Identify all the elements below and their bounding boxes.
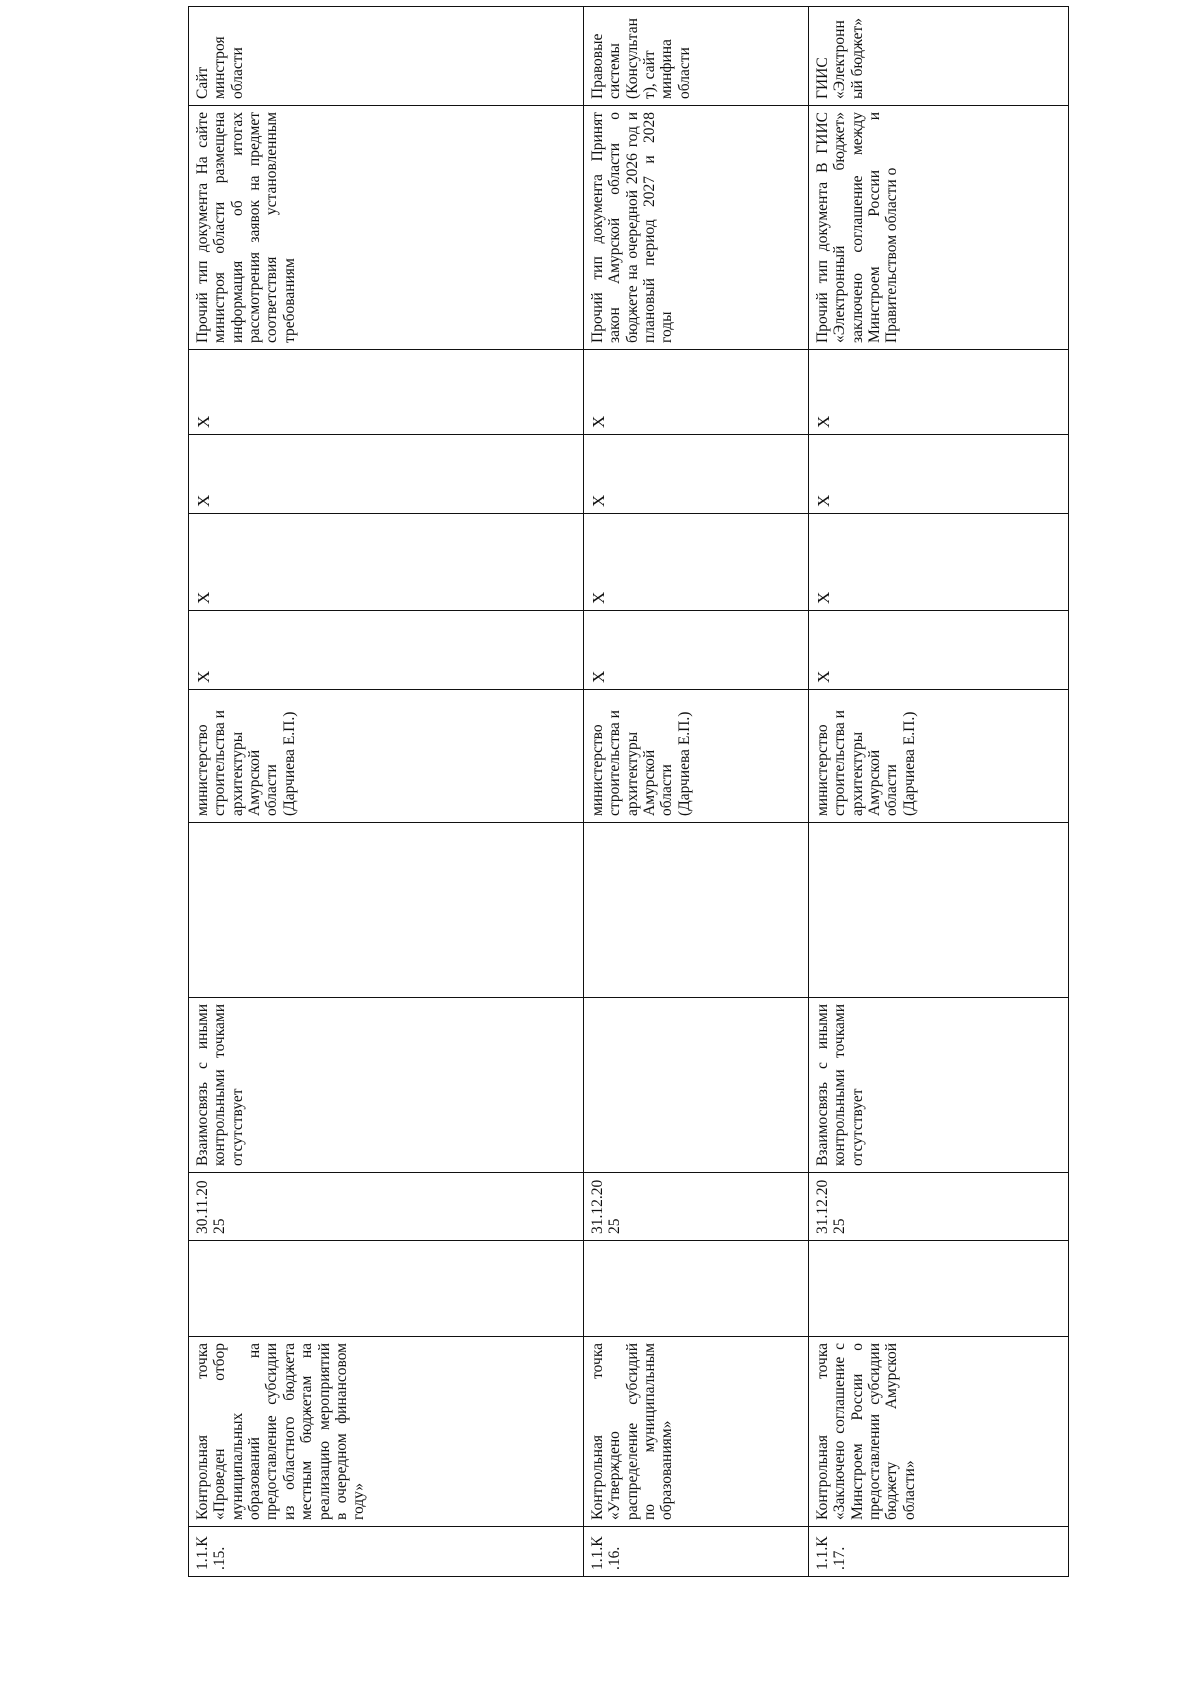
document-type-cell: Прочий тип документа В ГИИС «Электронный бюджет» заключено соглашение между Минстроем России и Правительством области о <box>809 106 1069 350</box>
mark-cell-4: Х <box>809 350 1069 435</box>
empty-cell <box>584 823 809 998</box>
start-date <box>809 1241 1069 1337</box>
rotated-table-wrapper <box>188 17 1069 1577</box>
info-source-cell: ГИИС «Электронный бюджет» <box>809 7 1069 106</box>
document-type-cell: Прочий тип документа На сайте министроя области размещена информация об итогах рассмотрения заявок на предмет соответствия установленным требованиям <box>189 106 584 350</box>
mark-cell-4: Х <box>189 350 584 435</box>
mark-cell-3: Х <box>584 435 809 514</box>
control-points-table <box>188 6 1069 1577</box>
responsible-cell: министерство строительства и архитектуры Амурской области (Дарчиева Е.П.) <box>809 690 1069 823</box>
mark-cell-1: Х <box>189 611 584 690</box>
control-point-name: Контрольная точка «Заключено соглашение с Минстроем России о предоставлении субсидии бюджету Амурской области» <box>809 1337 1069 1527</box>
row-number: 1.1.К.15. <box>189 1527 584 1577</box>
relationship-cell <box>584 998 809 1173</box>
mark-cell-1: Х <box>809 611 1069 690</box>
empty-cell <box>189 823 584 998</box>
end-date: 31.12.2025 <box>809 1173 1069 1241</box>
table-row <box>809 7 1069 1577</box>
row-number: 1.1.К.16. <box>584 1527 809 1577</box>
mark-cell-2: Х <box>584 514 809 611</box>
document-type-cell: Прочий тип документа Принят закон Амурской области о бюджете на очередной 2026 год и плановый период 2027 и 2028 годы <box>584 106 809 350</box>
table-row <box>189 7 584 1577</box>
mark-cell-2: Х <box>809 514 1069 611</box>
info-source-cell: Сайт минстроя области <box>189 7 584 106</box>
end-date: 31.12.2025 <box>584 1173 809 1241</box>
mark-cell-3: Х <box>189 435 584 514</box>
start-date <box>189 1241 584 1337</box>
mark-cell-2: Х <box>189 514 584 611</box>
mark-cell-1: Х <box>584 611 809 690</box>
start-date <box>584 1241 809 1337</box>
responsible-cell: министерство строительства и архитектуры Амурской области (Дарчиева Е.П.) <box>584 690 809 823</box>
row-number: 1.1.К.17. <box>809 1527 1069 1577</box>
end-date: 30.11.2025 <box>189 1173 584 1241</box>
responsible-cell: министерство строительства и архитектуры Амурской области (Дарчиева Е.П.) <box>189 690 584 823</box>
info-source-cell: Правовые системы (Консультант), сайт минфина области <box>584 7 809 106</box>
mark-cell-3: Х <box>809 435 1069 514</box>
mark-cell-4: Х <box>584 350 809 435</box>
table-row <box>584 7 809 1577</box>
relationship-cell: Взаимосвязь с иными контрольными точками отсутствует <box>809 998 1069 1173</box>
relationship-cell: Взаимосвязь с иными контрольными точками отсутствует <box>189 998 584 1173</box>
empty-cell <box>809 823 1069 998</box>
control-point-name: Контрольная точка «Проведен отбор муниципальных образований на предоставление субсидии из областного бюджета местным бюджетам на реализацию мероприятий в очередном финансовом году» <box>189 1337 584 1527</box>
control-point-name: Контрольная точка «Утверждено распределение субсидий по муниципальным образованиям» <box>584 1337 809 1527</box>
